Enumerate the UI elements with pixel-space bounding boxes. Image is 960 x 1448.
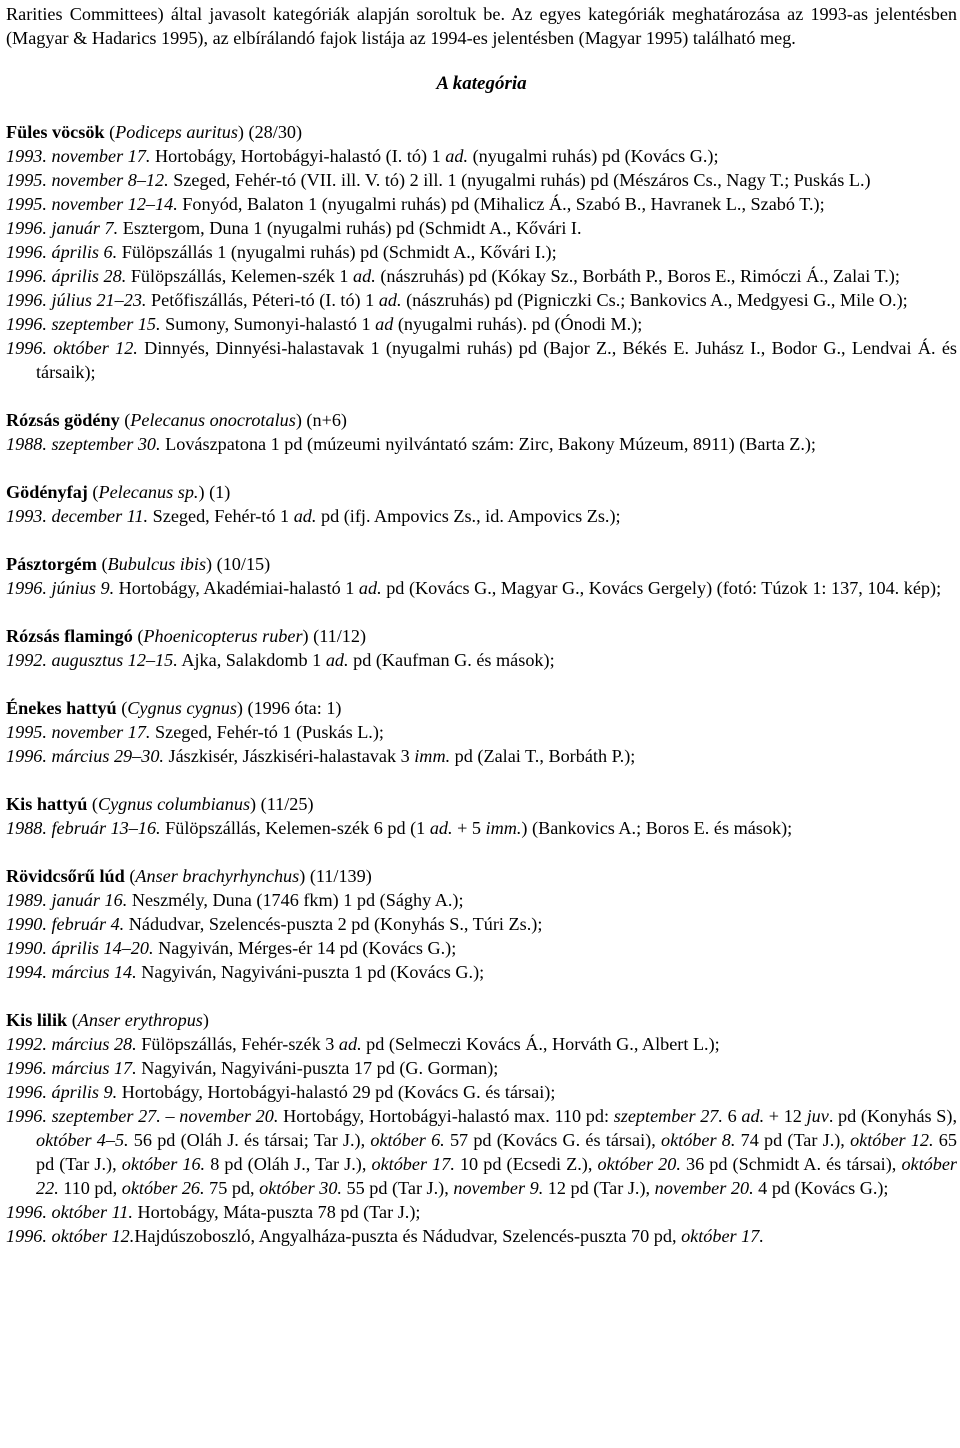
text-run: Fülöpszállás, Kelemen-szék 1 <box>126 266 354 286</box>
observation-record <box>6 312 957 336</box>
text-run: pd (ifj. Ampovics Zs., id. Ampovics Zs.); <box>316 506 621 526</box>
species-name: Rózsás flamingó <box>6 626 133 646</box>
italic-text: imm. <box>485 818 522 838</box>
observation-record <box>6 264 957 288</box>
italic-text: 1996. június 9. <box>6 578 115 598</box>
italic-text: 1995. november 17. <box>6 722 151 742</box>
observation-record <box>6 192 957 216</box>
species-count: (1996 óta: 1) <box>242 698 342 718</box>
text-run: pd (Selmeczi Kovács Á., Horváth G., Albert L.); <box>361 1034 720 1054</box>
species-latin-name: Cygnus columbianus <box>97 794 251 814</box>
italic-text: október 16. <box>121 1154 206 1174</box>
text-run: 65 pd (Tar J.), <box>36 1130 957 1174</box>
italic-text: 1996. április 28. <box>6 266 127 286</box>
text-run: Petőfiszállás, Péteri-tó (I. tó) 1 <box>146 290 379 310</box>
species-count: (10/15) <box>212 554 271 574</box>
observation-record <box>6 888 957 912</box>
section-heading: A kategória <box>436 73 527 94</box>
intro-text <box>6 2 957 50</box>
species-title: Kis lilik (Anser erythropus) <box>6 1010 209 1030</box>
text-run: 6 <box>722 1106 742 1126</box>
text-run: Szeged, Fehér-tó (VII. ill. V. tó) 2 ill. 1 (nyugalmi ruhás) pd (Mészáros Cs., Nagy T.; Puskás L.) <box>168 170 871 190</box>
text-run: Hortobágy, Hortobágyi-halastó 29 pd (Kovács G. és társai); <box>117 1082 556 1102</box>
species-count: (n+6) <box>301 410 347 430</box>
observation-record <box>6 1056 957 1080</box>
text-run: . pd (Konyhás S), <box>828 1106 957 1126</box>
text-run: Fülöpszállás, Fehér-szék 3 <box>136 1034 339 1054</box>
italic-text: 1996. október 12. <box>6 338 138 358</box>
italic-text: október 26. <box>121 1178 205 1198</box>
italic-text: 1993. december 11. <box>6 506 149 526</box>
italic-text: 1996. szeptember 27. – november 20. <box>6 1106 279 1126</box>
italic-text: október 22. <box>36 1154 957 1198</box>
species-title: Rózsás flamingó (Phoenicopterus ruber) (11/12) <box>6 626 367 646</box>
text-run: Szeged, Fehér-tó 1 (Puskás L.); <box>150 722 384 742</box>
species-name: Énekes hattyú <box>6 698 117 718</box>
text-run: Fonyód, Balaton 1 (nyugalmi ruhás) pd (Mihalicz Á., Szabó B., Havranek L., Szabó T.); <box>177 194 825 214</box>
species-latin-name: Pelecanus sp. <box>98 482 199 502</box>
text-run: (nyugalmi ruhás). pd (Ónodi M.); <box>393 314 643 334</box>
observation-record <box>6 336 957 384</box>
italic-text: november 20. <box>654 1178 754 1198</box>
italic-text: október 6. <box>370 1130 445 1150</box>
intro-paragraph <box>6 2 957 50</box>
species-entry <box>6 624 957 672</box>
species-entry <box>6 792 957 840</box>
document-page <box>6 2 957 1272</box>
species-entry <box>6 408 957 456</box>
italic-text: ad. <box>293 506 317 526</box>
species-name: Kis hattyú <box>6 794 88 814</box>
text-run: 55 pd (Tar J.), <box>341 1178 454 1198</box>
species-title: Pásztorgém (Bubulcus ibis) (10/15) <box>6 554 271 574</box>
italic-text: 1996. szeptember 15. <box>6 314 161 334</box>
observation-record <box>6 168 957 192</box>
observation-record <box>6 816 957 840</box>
italic-text: 1996. március 17. <box>6 1058 137 1078</box>
text-run: Hortobágy, Hortobágyi-halastó (I. tó) 1 <box>150 146 446 166</box>
italic-text: ad. <box>358 578 382 598</box>
species-title: Kis hattyú (Cygnus columbianus) (11/25) <box>6 794 314 814</box>
observation-record <box>6 504 957 528</box>
italic-text: ad. <box>429 818 453 838</box>
text-run: Dinnyés, Dinnyési-halastavak 1 (nyugalmi ruhás) pd (Bajor Z., Békés E. Juhász I., Bodor G., Lendvai Á. és társaik); <box>36 338 957 382</box>
italic-text: 1996. április 6. <box>6 242 118 262</box>
observation-record <box>6 720 957 744</box>
observation-record <box>6 216 957 240</box>
observation-record <box>6 960 957 984</box>
text-run: Nagyiván, Nagyiváni-puszta 1 pd (Kovács G.); <box>136 962 485 982</box>
observation-record <box>6 936 957 960</box>
italic-text: 1994. március 14. <box>6 962 137 982</box>
italic-text: október 12. <box>850 1130 934 1150</box>
observation-record <box>6 1200 957 1224</box>
observation-record <box>6 288 957 312</box>
italic-text: 1988. szeptember 30. <box>6 434 161 454</box>
text-run: Nádudvar, Szelencés-puszta 2 pd (Konyhás S., Túri Zs.); <box>124 914 543 934</box>
italic-text: ad. <box>325 650 349 670</box>
species-entry <box>6 864 957 984</box>
text-run: pd (Kovács G., Magyar G., Kovács Gergely) (fotó: Túzok 1: 137, 104. kép); <box>381 578 942 598</box>
text-run: 57 pd (Kovács G. és társai), <box>444 1130 661 1150</box>
text-run: Fülöpszállás, Kelemen-szék 6 pd (1 <box>160 818 430 838</box>
italic-text: 1996. március 29–30. <box>6 746 164 766</box>
text-run: Hortobágy, Akadémiai-halastó 1 <box>114 578 359 598</box>
italic-text: 1996. január 7. <box>6 218 119 238</box>
text-run: Jászkisér, Jászkiséri-halastavak 3 <box>163 746 415 766</box>
observation-record <box>6 1032 957 1056</box>
text-run: Fülöpszállás 1 (nyugalmi ruhás) pd (Schmidt A., Kővári I.); <box>117 242 557 262</box>
text-run: Lovászpatona 1 pd (múzeumi nyilvántató szám: Zirc, Bakony Múzeum, 8911) (Barta Z.); <box>160 434 816 454</box>
species-count: (28/30) <box>243 122 303 142</box>
observation-record <box>6 648 957 672</box>
italic-text: 1988. február 13–16. <box>6 818 161 838</box>
species-entry <box>6 696 957 768</box>
italic-text: ad. <box>378 290 402 310</box>
species-name: Gödényfaj <box>6 482 88 502</box>
italic-text: 1995. november 12–14. <box>6 194 178 214</box>
species-latin-name: Anser erythropus <box>77 1010 203 1030</box>
species-title: Rövidcsőrű lúd (Anser brachyrhynchus) (11/139) <box>6 866 372 886</box>
observation-record <box>6 912 957 936</box>
species-entry <box>6 552 957 600</box>
text-run: Hortobágy, Hortobágyi-halastó max. 110 pd: <box>278 1106 614 1126</box>
italic-text: ad. <box>741 1106 765 1126</box>
species-latin-name: Podiceps auritus <box>115 122 238 142</box>
italic-text: október 30. <box>259 1178 342 1198</box>
text-run: (nászruhás) pd (Pigniczki Cs.; Bankovics A., Medgyesi G., Mile O.); <box>401 290 908 310</box>
species-latin-name: Phoenicopterus ruber <box>143 626 303 646</box>
text-run: Szeged, Fehér-tó 1 <box>148 506 294 526</box>
text-run: 110 pd, <box>58 1178 122 1198</box>
species-name: Rövidcsőrű lúd <box>6 866 125 886</box>
species-title: Énekes hattyú (Cygnus cygnus) (1996 óta: 1) <box>6 698 342 718</box>
italic-text: 1990. február 4. <box>6 914 125 934</box>
italic-text: ad. <box>338 1034 362 1054</box>
italic-text: ad. <box>445 146 469 166</box>
italic-text: 1992. március 28. <box>6 1034 137 1054</box>
italic-text: juv <box>806 1106 829 1126</box>
text-run: Hajdúszoboszló, Angyalháza-puszta és Nádudvar, Szelencés-puszta 70 pd, <box>134 1226 682 1246</box>
italic-text: 1996. április 9. <box>6 1082 118 1102</box>
text-run: Nagyiván, Mérges-ér 14 pd (Kovács G.); <box>153 938 457 958</box>
species-title: Füles vöcsök (Podiceps auritus) (28/30) <box>6 122 303 142</box>
observation-record <box>6 240 957 264</box>
observation-record <box>6 744 957 768</box>
text-run: ) (Bankovics A.; Boros E. és mások); <box>521 818 793 838</box>
text-run: Neszmély, Duna (1746 fkm) 1 pd (Sághy A.); <box>127 890 464 910</box>
species-count: (11/25) <box>256 794 314 814</box>
text-run: pd (Zalai T., Borbáth P.); <box>450 746 636 766</box>
text-run: Hortobágy, Máta-puszta 78 pd (Tar J.); <box>132 1202 421 1222</box>
observation-record <box>6 576 957 600</box>
italic-text: október 17. <box>371 1154 455 1174</box>
observation-record <box>6 1224 957 1248</box>
species-entry <box>6 1008 957 1248</box>
species-entry <box>6 480 957 528</box>
italic-text: szeptember 27. <box>613 1106 723 1126</box>
species-latin-name: Cygnus cygnus <box>127 698 237 718</box>
italic-text: imm. <box>414 746 451 766</box>
italic-text: 1990. április 14–20. <box>6 938 154 958</box>
text-run: 8 pd (Oláh J., Tar J.), <box>205 1154 372 1174</box>
species-latin-name: Anser brachyrhynchus <box>135 866 300 886</box>
italic-text: november 9. <box>453 1178 544 1198</box>
italic-text: 1995. november 8–12. <box>6 170 169 190</box>
italic-text: október 17. <box>681 1226 764 1246</box>
species-name: Kis lilik <box>6 1010 68 1030</box>
species-name: Rózsás gödény <box>6 410 120 430</box>
text-run: Nagyiván, Nagyiváni-puszta 17 pd (G. Gorman); <box>136 1058 499 1078</box>
species-latin-name: Bubulcus ibis <box>107 554 207 574</box>
text-run: Ajka, Salakdomb 1 <box>177 650 326 670</box>
species-title: Gödényfaj (Pelecanus sp.) (1) <box>6 482 231 502</box>
text-run: (nyugalmi ruhás) pd (Kovács G.); <box>468 146 719 166</box>
text-run: 10 pd (Ecsedi Z.), <box>454 1154 598 1174</box>
observation-record <box>6 1080 957 1104</box>
text-run: 75 pd, <box>204 1178 260 1198</box>
text-run: 12 pd (Tar J.), <box>543 1178 655 1198</box>
italic-text: október 20. <box>597 1154 681 1174</box>
text-run: 56 pd (Oláh J. és társai; Tar J.), <box>128 1130 371 1150</box>
text-run: pd (Kaufman G. és mások); <box>348 650 555 670</box>
text-run: 36 pd (Schmidt A. és társai), <box>680 1154 902 1174</box>
observation-record <box>6 144 957 168</box>
observation-record <box>6 432 957 456</box>
italic-text: 1993. november 17. <box>6 146 151 166</box>
text-run: Rarities Committees) által javasolt kategóriák alapján soroltuk be. Az egyes kategóriák meghatározása az 1993-as jelentésben (Magyar & Hadarics 1995), az elbírálandó fajok listája az 1994-es jelentésben (Magyar 1995) található meg. <box>6 4 957 48</box>
species-list <box>6 120 957 1248</box>
species-count: (11/139) <box>305 866 372 886</box>
text-run: (nászruhás) pd (Kókay Sz., Borbáth P., Boros E., Rimóczi Á., Zalai T.); <box>375 266 900 286</box>
italic-text: október 8. <box>660 1130 736 1150</box>
observation-record <box>6 1104 957 1200</box>
text-run: 4 pd (Kovács G.); <box>753 1178 889 1198</box>
species-count: (11/12) <box>308 626 367 646</box>
text-run: Esztergom, Duna 1 (nyugalmi ruhás) pd (Schmidt A., Kővári I. <box>118 218 582 238</box>
text-run: Sumony, Sumonyi-halastó 1 <box>160 314 376 334</box>
italic-text: 1989. január 16. <box>6 890 128 910</box>
species-name: Füles vöcsök <box>6 122 105 142</box>
italic-text: ad <box>375 314 394 334</box>
italic-text: 1996. október 11. <box>6 1202 133 1222</box>
italic-text: 1996. október 12. <box>6 1226 135 1246</box>
italic-text: 1996. július 21–23. <box>6 290 147 310</box>
species-title: Rózsás gödény (Pelecanus onocrotalus) (n+6) <box>6 410 347 430</box>
species-count: (1) <box>204 482 231 502</box>
italic-text: 1992. augusztus 12–15. <box>6 650 178 670</box>
text-run: + 5 <box>452 818 486 838</box>
species-latin-name: Pelecanus onocrotalus <box>130 410 296 430</box>
text-run: 74 pd (Tar J.), <box>735 1130 851 1150</box>
species-name: Pásztorgém <box>6 554 97 574</box>
italic-text: ad. <box>353 266 376 286</box>
text-run: + 12 <box>764 1106 807 1126</box>
italic-text: október 4–5. <box>36 1130 129 1150</box>
species-entry <box>6 120 957 384</box>
